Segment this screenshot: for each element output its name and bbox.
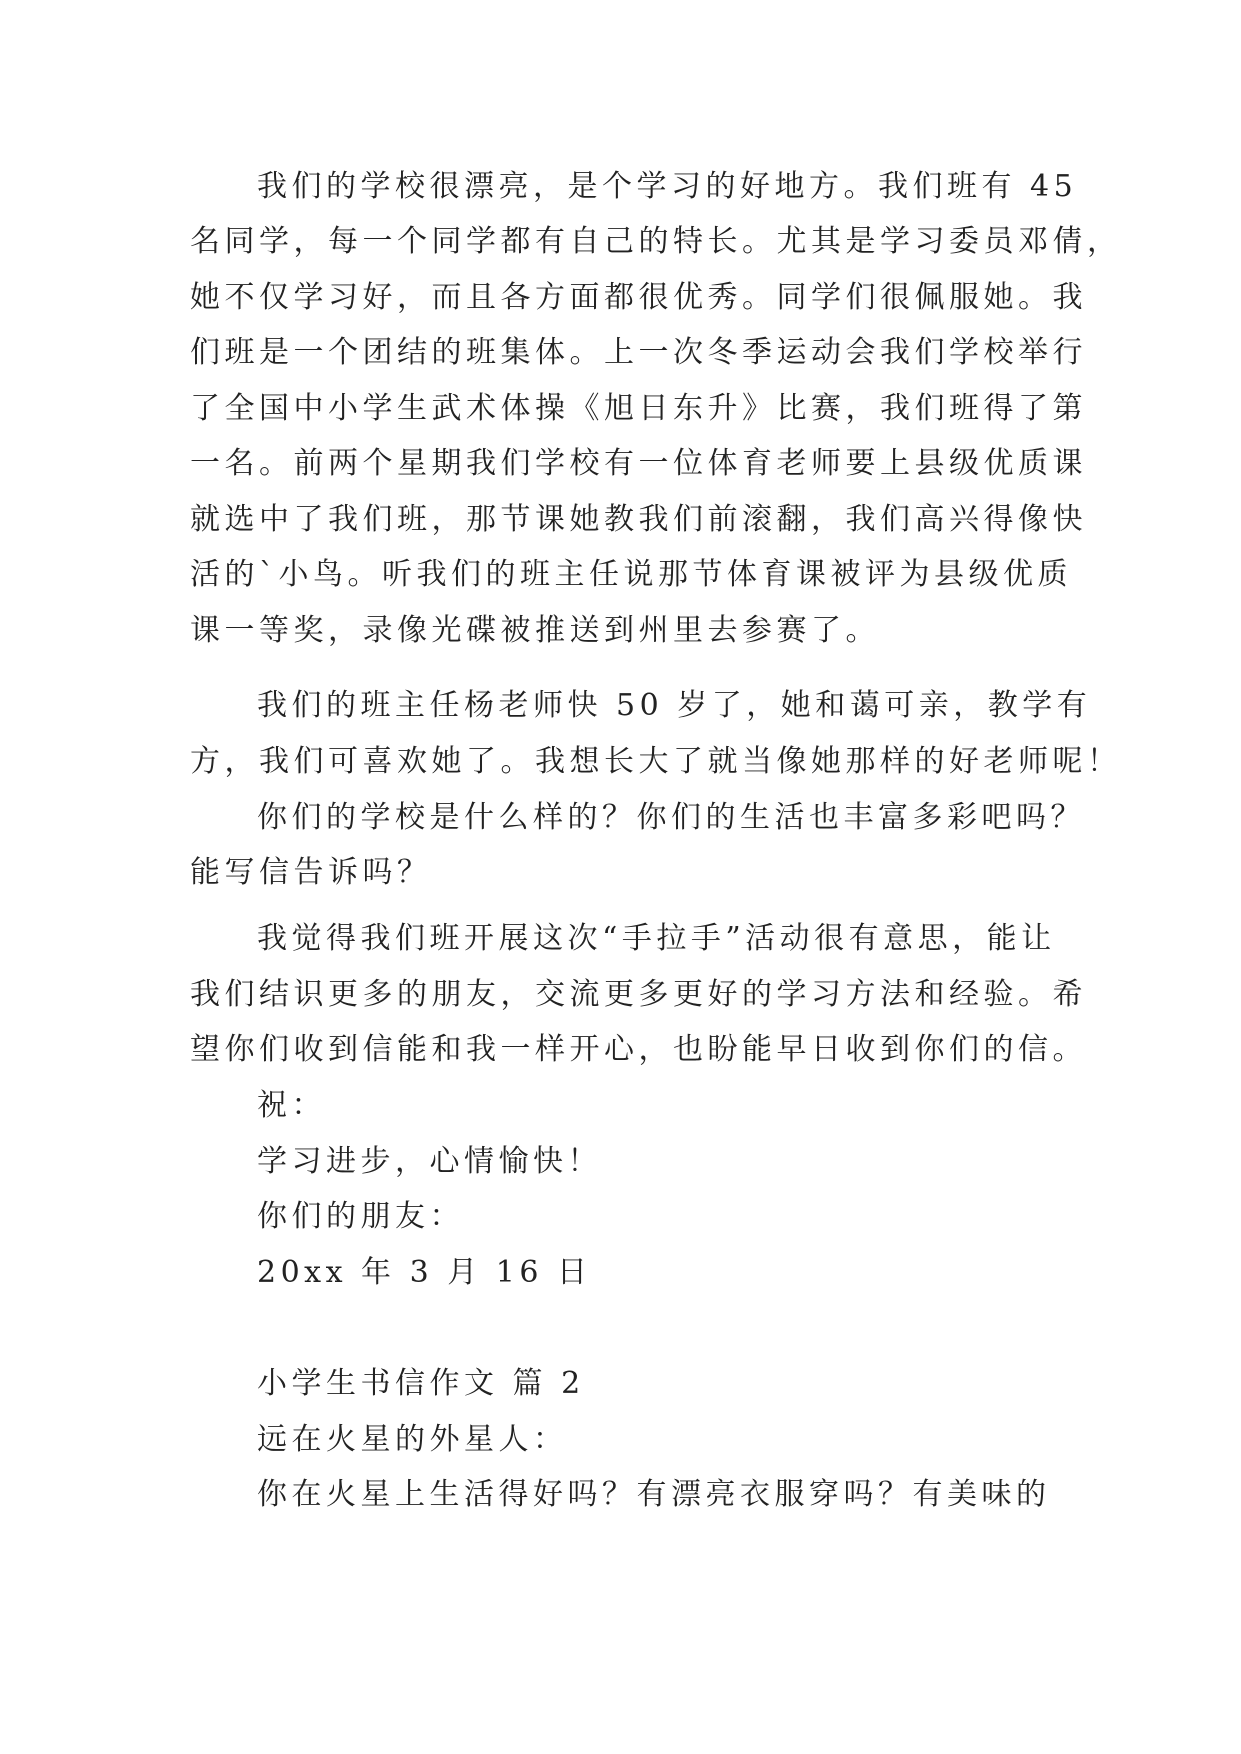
paragraph-line: 们班是一个团结的班集体。上一次冬季运动会我们学校举行	[190, 335, 1087, 370]
salutation-line: 远在火星的外星人：	[257, 1422, 568, 1457]
paragraph-line: 你在火星上生活得好吗？有漂亮衣服穿吗？有美味的	[257, 1477, 1051, 1512]
paragraph-line: 我觉得我们班开展这次“手拉手”活动很有意思，能让	[257, 921, 1056, 956]
paragraph-line: 我们结识更多的朋友，交流更多更好的学习方法和经验。希	[190, 977, 1087, 1012]
paragraph-line: 方，我们可喜欢她了。我想长大了就当像她那样的好老师呢！	[190, 744, 1122, 779]
paragraph-line: 能写信告诉吗？	[190, 855, 432, 890]
paragraph-line: 我们的学校很漂亮，是个学习的好地方。我们班有 45	[257, 169, 1078, 204]
section-heading: 小学生书信作文 篇 2	[257, 1366, 585, 1401]
paragraph-line: 她不仅学习好，而且各方面都很优秀。同学们很佩服她。我	[190, 280, 1087, 315]
paragraph-line: 我们的班主任杨老师快 50 岁了，她和蔼可亲，教学有	[257, 688, 1092, 723]
paragraph-line: 了全国中小学生武术体操《旭日东升》比赛，我们班得了第	[190, 391, 1087, 426]
paragraph-line: 活的`小鸟。听我们的班主任说那节体育课被评为县级优质	[190, 557, 1072, 592]
signature-line: 你们的朋友：	[257, 1199, 464, 1234]
closing-line: 祝：	[257, 1088, 326, 1123]
closing-line: 学习进步，心情愉快！	[257, 1144, 602, 1179]
paragraph-line: 你们的学校是什么样的？你们的生活也丰富多彩吧吗？	[257, 800, 1085, 835]
paragraph-line: 望你们收到信能和我一样开心，也盼能早日收到你们的信。	[190, 1032, 1087, 1067]
date-line: 20xx 年 3 月 16 日	[257, 1255, 592, 1290]
paragraph-line: 就选中了我们班，那节课她教我们前滚翻，我们高兴得像快	[190, 502, 1087, 537]
paragraph-line: 一名。前两个星期我们学校有一位体育老师要上县级优质课	[190, 446, 1087, 481]
paragraph-line: 名同学，每一个同学都有自己的特长。尤其是学习委员邓倩，	[190, 224, 1122, 259]
paragraph-line: 课一等奖，录像光碟被推送到州里去参赛了。	[190, 613, 880, 648]
